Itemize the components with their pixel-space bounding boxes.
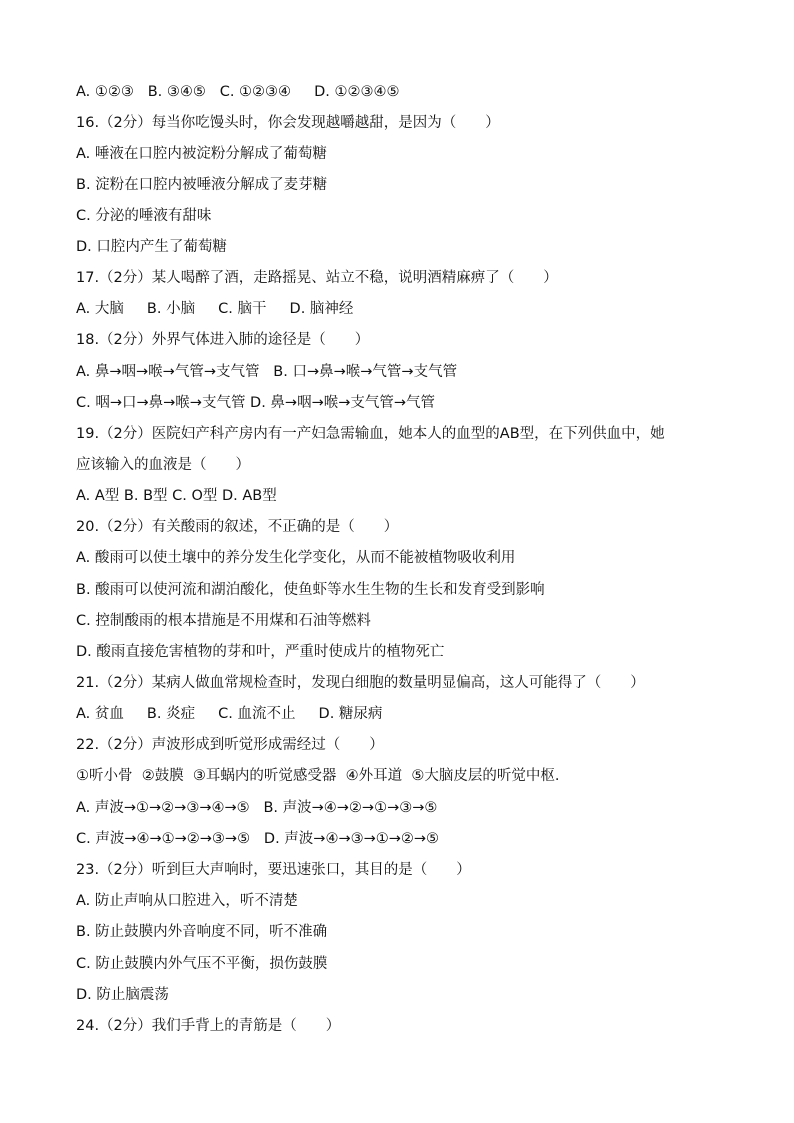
q23-option-c: C. 防止鼓膜内外气压不平衡，损伤鼓膜 — [76, 956, 328, 972]
q22-items: ①听小骨 ②鼓膜 ③耳蜗内的听觉感受器 ④外耳道 ⑤大脑皮层的听觉中枢. — [76, 768, 560, 784]
q22-options-ab: A. 声波→①→②→③→④→⑤ B. 声波→④→②→①→③→⑤ — [76, 800, 438, 816]
q16-option-d: D. 口腔内产生了葡萄糖 — [76, 239, 227, 255]
q16-option-a: A. 唾液在口腔内被淀粉分解成了葡萄糖 — [76, 146, 327, 162]
q23-stem: 23.（2分）听到巨大声响时，要迅速张口，其目的是（ ） — [76, 862, 471, 878]
q20-option-b: B. 酸雨可以使河流和湖泊酸化，使鱼虾等水生生物的生长和发育受到影响 — [76, 582, 545, 598]
q19-stem-line1: 19.（2分）医院妇产科产房内有一产妇急需输血，她本人的血型的AB型，在下列供血中，她 — [76, 426, 665, 442]
q18-options-cd: C. 咽→口→鼻→喉→支气管 D. 鼻→咽→喉→支气管→气管 — [76, 395, 436, 411]
q22-options-cd: C. 声波→④→①→②→③→⑤ D. 声波→④→③→①→②→⑤ — [76, 831, 440, 847]
q23-option-b: B. 防止鼓膜内外音响度不同，听不准确 — [76, 924, 328, 940]
q18-stem: 18.（2分）外界气体进入肺的途径是（ ） — [76, 332, 370, 348]
q23-option-a: A. 防止声响从口腔进入，听不清楚 — [76, 893, 298, 909]
q21-options: A. 贫血 B. 炎症 C. 血流不止 D. 糖尿病 — [76, 706, 383, 722]
q17-options: A. 大脑 B. 小脑 C. 脑干 D. 脑神经 — [76, 301, 354, 317]
q21-stem: 21.（2分）某病人做血常规检查时，发现白细胞的数量明显偏高，这人可能得了（ ） — [76, 675, 645, 691]
q19-options: A. A型 B. B型 C. O型 D. AB型 — [76, 488, 277, 504]
q23-option-d: D. 防止脑震荡 — [76, 987, 169, 1003]
q17-stem: 17.（2分）某人喝醉了酒，走路摇晃、站立不稳，说明酒精麻痹了（ ） — [76, 270, 558, 286]
q16-option-c: C. 分泌的唾液有甜味 — [76, 208, 212, 224]
q20-option-c: C. 控制酸雨的根本措施是不用煤和石油等燃料 — [76, 613, 371, 629]
q20-option-d: D. 酸雨直接危害植物的芽和叶，严重时使成片的植物死亡 — [76, 644, 445, 660]
q18-options-ab: A. 鼻→咽→喉→气管→支气管 B. 口→鼻→喉→气管→支气管 — [76, 364, 458, 380]
q16-stem: 16.（2分）每当你吃馒头时，你会发现越嚼越甜，是因为（ ） — [76, 115, 500, 131]
q24-stem: 24.（2分）我们手背上的青筋是（ ） — [76, 1018, 341, 1034]
q16-option-b: B. 淀粉在口腔内被唾液分解成了麦芽糖 — [76, 177, 328, 193]
q19-stem-line2: 应该输入的血液是（ ） — [76, 457, 250, 473]
q20-stem: 20.（2分）有关酸雨的叙述，不正确的是（ ） — [76, 519, 399, 535]
q15-options: A. ①②③ B. ③④⑤ C. ①②③④ D. ①②③④⑤ — [76, 84, 400, 100]
q22-stem: 22.（2分）声波形成到听觉形成需经过（ ） — [76, 737, 384, 753]
q20-option-a: A. 酸雨可以使土壤中的养分发生化学变化，从而不能被植物吸收利用 — [76, 550, 516, 566]
